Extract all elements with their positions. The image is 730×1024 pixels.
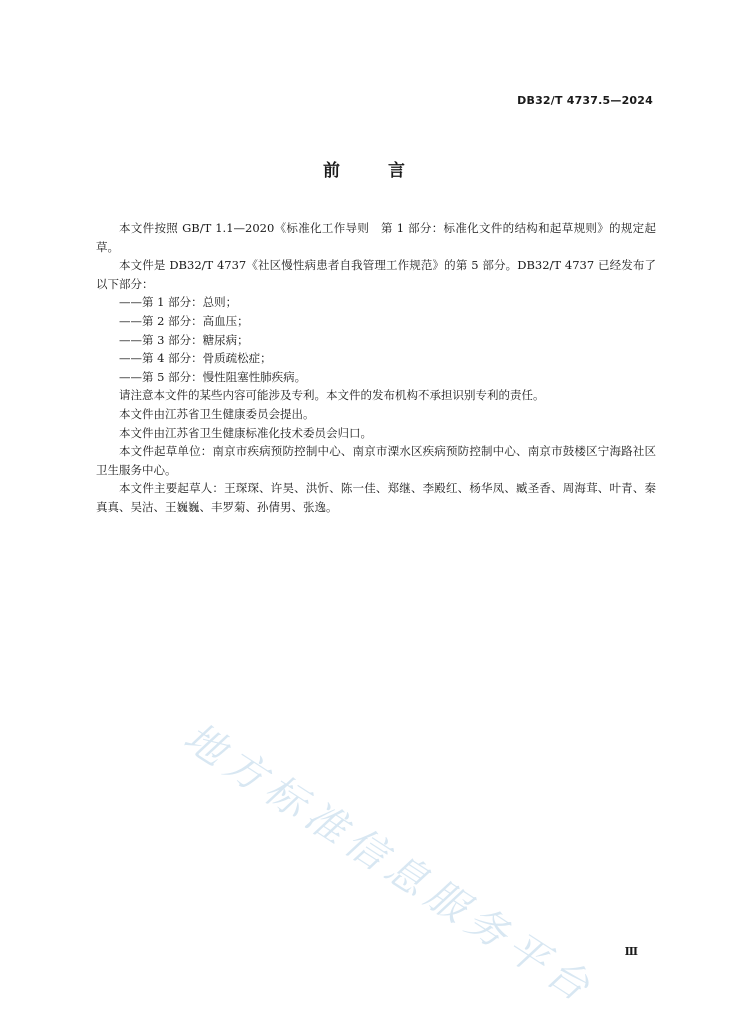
- foreword-body: [96, 219, 656, 517]
- list-item-part-2: ——第 2 部分：高血压；: [119, 313, 249, 328]
- standard-code: DB32/T 4737.5—2024: [517, 94, 653, 107]
- paragraph-drafting-units: 本文件起草单位：南京市疾病预防控制中心、南京市溧水区疾病预防控制中心、南京市鼓楼区宁海路社区卫生服务中心。: [96, 444, 656, 477]
- paragraph-proposed-by: 本文件由江苏省卫生健康委员会提出。: [119, 406, 315, 421]
- paragraph-drafters: 本文件主要起草人：王琛琛、许昊、洪忻、陈一佳、郑继、李殿红、杨华凤、臧圣香、周海茸、叶青、秦真真、吴沽、王巍巍、丰罗菊、孙倩男、张逸。: [96, 481, 656, 514]
- page-title: 前 言: [323, 161, 407, 181]
- paragraph-drafting-rules: 本文件按照 GB/T 1.1—2020《标准化工作导则 第 1 部分：标准化文件的结构和起草规则》的规定起草。: [96, 221, 656, 254]
- watermark: 地方标准信息服务平台: [175, 714, 604, 1015]
- list-item-part-5: ——第 5 部分：慢性阻塞性肺疾病。: [119, 369, 307, 384]
- paragraph-centralized-by: 本文件由江苏省卫生健康标准化技术委员会归口。: [119, 425, 372, 440]
- list-item-part-4: ——第 4 部分：骨质疏松症；: [119, 351, 272, 366]
- paragraph-series-intro: 本文件是 DB32/T 4737《社区慢性病患者自我管理工作规范》的第 5 部分。DB32/T 4737 已经发布了以下部分：: [96, 258, 656, 291]
- page-number: Ⅲ: [624, 945, 638, 958]
- list-item-part-3: ——第 3 部分：糖尿病；: [119, 332, 249, 347]
- paragraph-patent-notice: 请注意本文件的某些内容可能涉及专利。本文件的发布机构不承担识别专利的责任。: [119, 388, 545, 403]
- list-item-part-1: ——第 1 部分：总则；: [119, 295, 238, 310]
